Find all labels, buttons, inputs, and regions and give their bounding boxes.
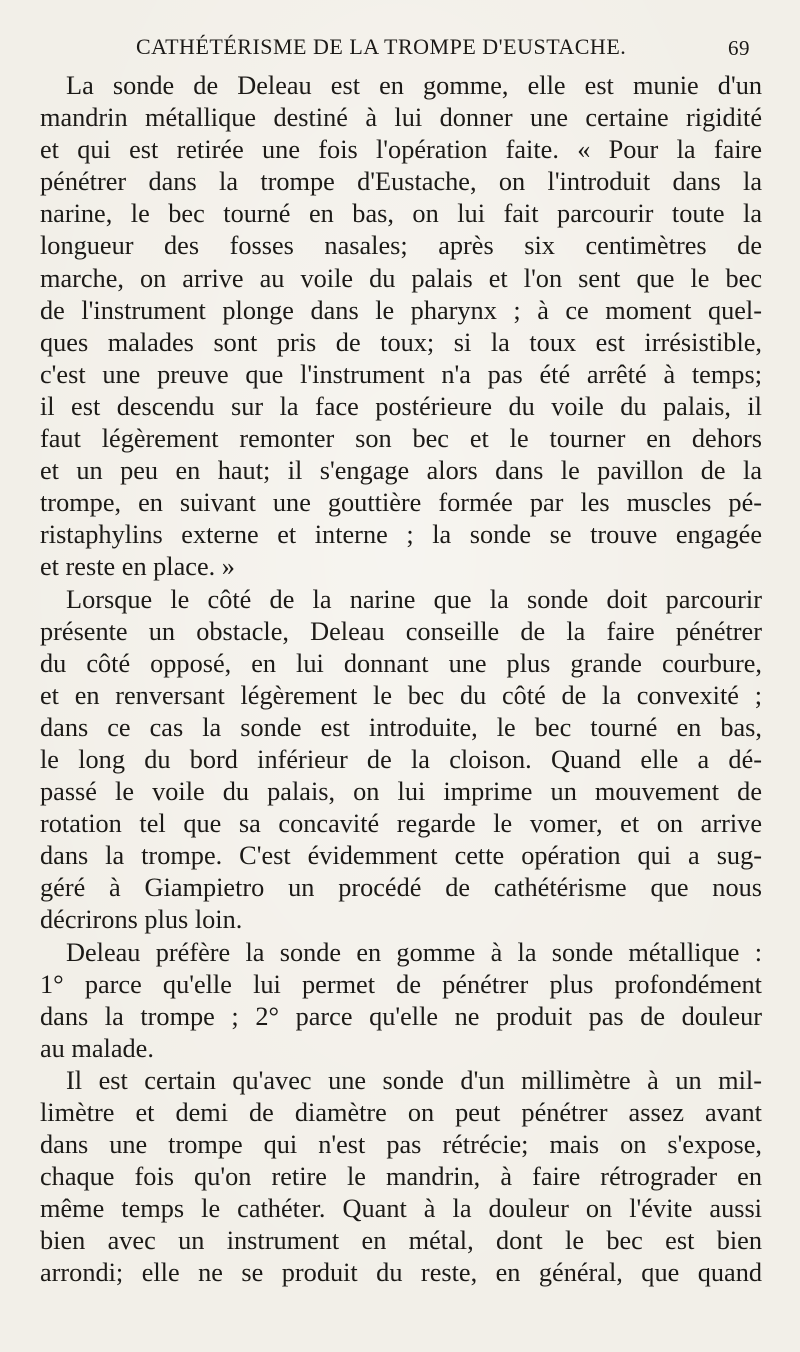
text-line: mandrin métallique destiné à lui donner une certaine rigidité <box>40 103 762 133</box>
text-line: 1° parce qu'elle lui permet de pénétrer plus profondément <box>40 969 762 999</box>
text-line: dans une trompe qui n'est pas rétrécie; mais on s'expose, <box>40 1130 762 1160</box>
running-head: CATHÉTÉRISME DE LA TROMPE D'EUSTACHE. <box>136 34 627 59</box>
text-line: dans la trompe ; 2° parce qu'elle ne produit pas de douleur <box>40 1001 762 1031</box>
text-line: limètre et demi de diamètre on peut pénétrer assez avant <box>40 1098 762 1127</box>
text-line: et reste en place. » <box>40 552 235 582</box>
text-line: rotation tel que sa concavité regarde le vomer, et on arrive <box>40 809 762 839</box>
text-line: c'est une preuve que l'instrument n'a pas été arrêté à temps; <box>40 359 762 389</box>
text-line: longueur des fosses nasales; après six centimètres de <box>40 231 762 261</box>
text-line: dans la trompe. C'est évidemment cette opération qui a sug- <box>40 841 762 871</box>
text-line: chaque fois qu'on retire le mandrin, à faire rétrograder en <box>40 1162 762 1192</box>
text-line: au malade. <box>40 1033 154 1063</box>
page-header <box>40 28 762 68</box>
text-line: faut légèrement remonter son bec et le tourner en dehors <box>40 424 762 454</box>
text-line: marche, on arrive au voile du palais et l'on sent que le bec <box>40 263 762 293</box>
text-line: géré à Giampietro un procédé de cathétérisme que nous <box>40 873 762 903</box>
text-line: Il est certain qu'avec une sonde d'un millimètre à un mil- <box>66 1065 762 1095</box>
text-line: du côté opposé, en lui donnant une plus grande courbure, <box>40 648 762 678</box>
text-line: pénétrer dans la trompe d'Eustache, on l'introduit dans la <box>40 167 762 197</box>
text-line: et en renversant légèrement le bec du côté de la convexité ; <box>40 680 762 710</box>
page-number: 69 <box>728 36 750 60</box>
text-line: trompe, en suivant une gouttière formée par les muscles pé- <box>40 488 762 518</box>
text-line: ristaphylins externe et interne ; la sonde se trouve engagée <box>40 520 762 550</box>
text-line: dans ce cas la sonde est introduite, le bec tourné en bas, <box>40 712 762 742</box>
text-line: de l'instrument plonge dans le pharynx ; à ce moment quel- <box>40 295 762 325</box>
text-line: et qui est retirée une fois l'opération faite. « Pour la faire <box>40 135 762 165</box>
text-line: même temps le cathéter. Quant à la douleur on l'évite aussi <box>40 1194 762 1224</box>
text-line: narine, le bec tourné en bas, on lui fait parcourir toute la <box>40 199 762 229</box>
text-line: arrondi; elle ne se produit du reste, en général, que quand <box>40 1258 762 1288</box>
text-line: ques malades sont pris de toux; si la toux est irrésistible, <box>40 327 762 357</box>
body-text <box>40 70 762 1290</box>
text-line: passé le voile du palais, on lui imprime un mouvement de <box>40 777 762 807</box>
text-line: Deleau préfère la sonde en gomme à la sonde métallique : <box>66 937 762 967</box>
text-line: bien avec un instrument en métal, dont le bec est bien <box>40 1226 762 1256</box>
text-line: et un peu en haut; il s'engage alors dans le pavillon de la <box>40 456 762 486</box>
text-line: décrirons plus loin. <box>40 905 243 935</box>
text-line: présente un obstacle, Deleau conseille de la faire pénétrer <box>40 616 762 646</box>
text-line: Lorsque le côté de la narine que la sonde doit parcourir <box>66 584 762 614</box>
text-line: La sonde de Deleau est en gomme, elle est munie d'un <box>66 71 762 100</box>
text-line: le long du bord inférieur de la cloison. Quand elle a dé- <box>40 744 762 774</box>
text-line: il est descendu sur la face postérieure du voile du palais, il <box>40 391 762 421</box>
